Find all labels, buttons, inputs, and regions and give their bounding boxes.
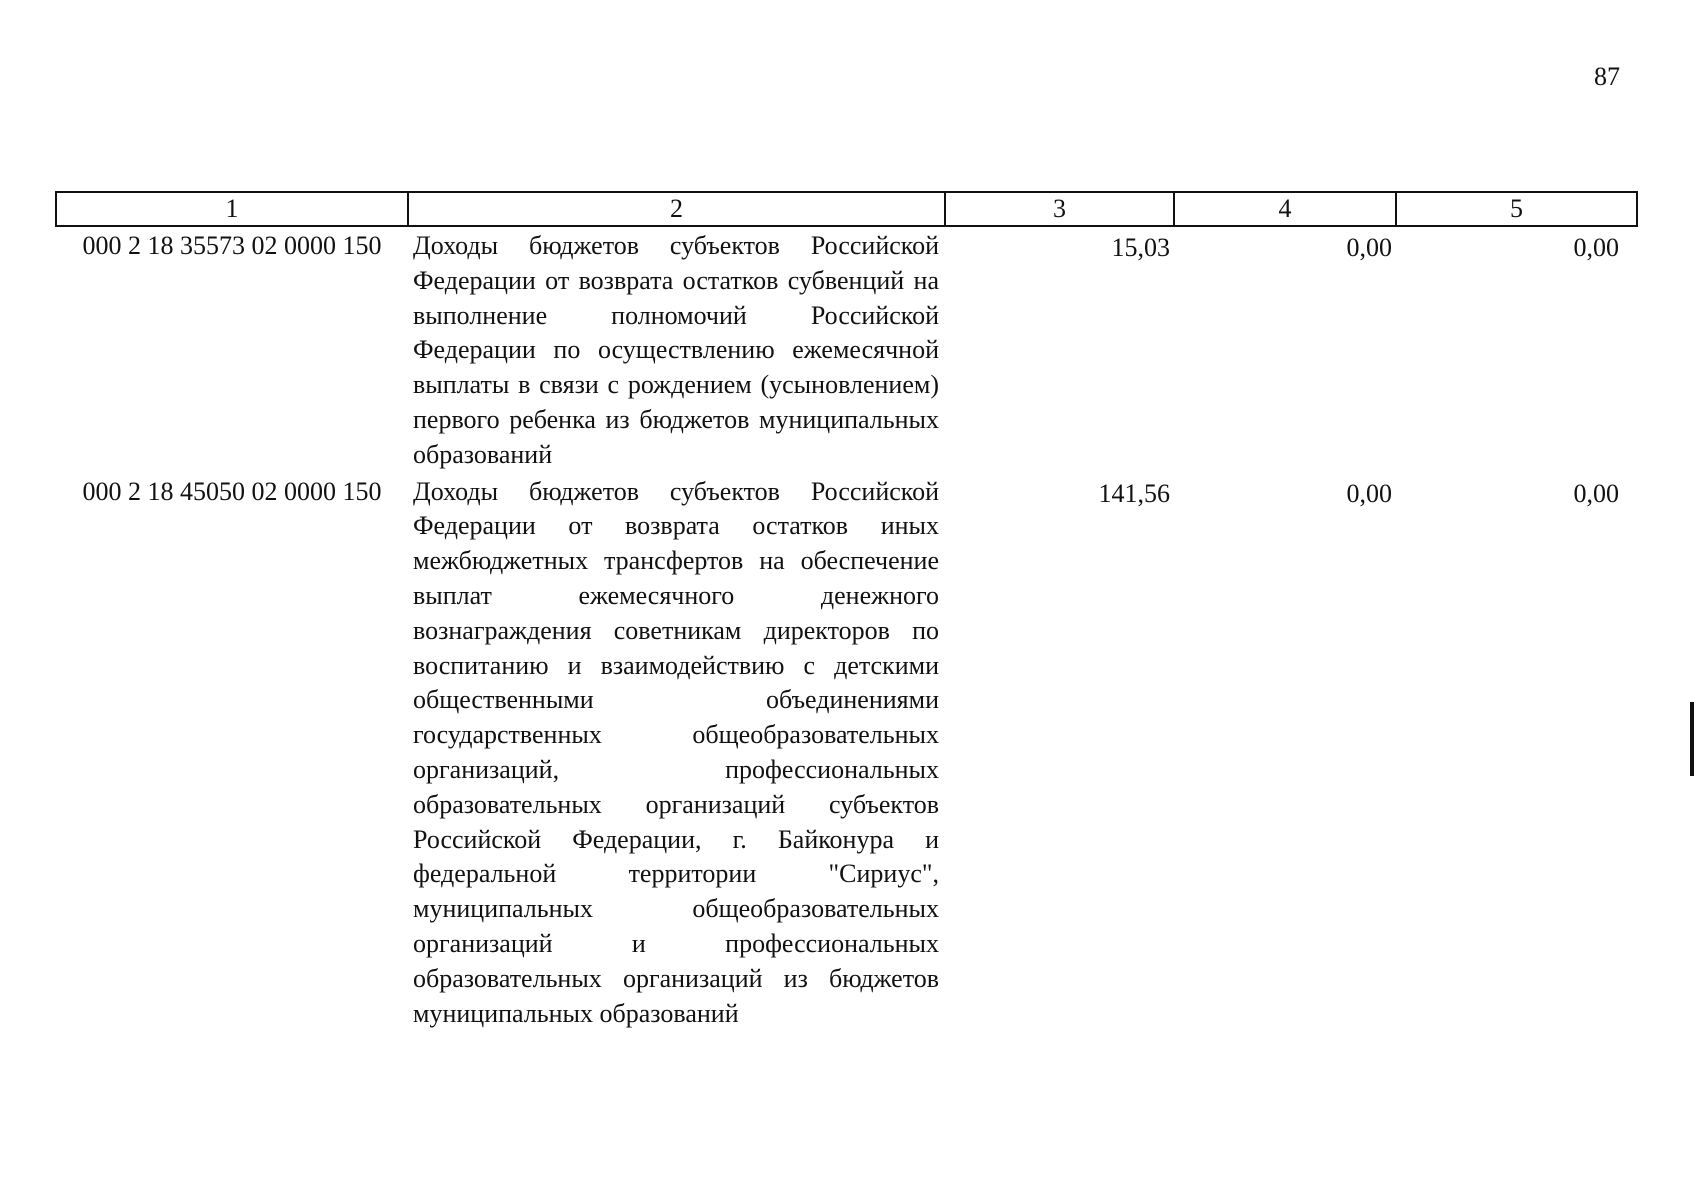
table-body [56, 226, 1637, 1031]
value-col-3: 15,03 [1111, 233, 1170, 262]
header-col-1: 1 [56, 192, 408, 226]
revenue-name: Доходы бюджетов субъектов Российской Федерации от возврата остатков субвенций на выполнение полномочий Российской Федерации по осуществлению ежемесячной выплаты в связи с рождением (усыновлением) первого ребенка из бюджетов муниципальных образований [413, 231, 939, 469]
value-col-4: 0,00 [1346, 233, 1392, 262]
revenue-name: Доходы бюджетов субъектов Российской Федерации от возврата остатков иных межбюджетных трансфертов на обеспечение выплат ежемесячного денежного вознаграждения советникам директоров по воспитанию и взаимодействию с детскими общественными объединениями государственных общеобразовательных организаций, профессиональных образовательных организаций субъектов Российской Федерации, г. Байконура и федеральной территории "Сириус", муниципальных общеобразовательных организаций и профессиональных образовательных организаций из бюджетов муниципальных образований [413, 476, 939, 1028]
table-header [56, 192, 1637, 226]
page-number: 87 [1594, 62, 1620, 91]
header-col-4: 4 [1174, 192, 1396, 226]
value-col-3: 141,56 [1098, 478, 1170, 508]
budget-revenue-table [55, 191, 1638, 1031]
header-row [56, 192, 1637, 226]
value-col-5: 0,00 [1573, 478, 1619, 508]
header-col-2: 2 [408, 192, 945, 226]
value-col-5: 0,00 [1573, 233, 1619, 262]
scan-edge-mark [1690, 702, 1694, 776]
header-col-5: 5 [1396, 192, 1637, 226]
header-col-3: 3 [945, 192, 1174, 226]
revenue-code: 000 2 18 35573 02 0000 150 [82, 231, 382, 260]
table-row [56, 226, 1637, 473]
revenue-code: 000 2 18 45050 02 0000 150 [82, 476, 382, 506]
table-row [56, 473, 1637, 1032]
value-col-4: 0,00 [1346, 478, 1392, 508]
